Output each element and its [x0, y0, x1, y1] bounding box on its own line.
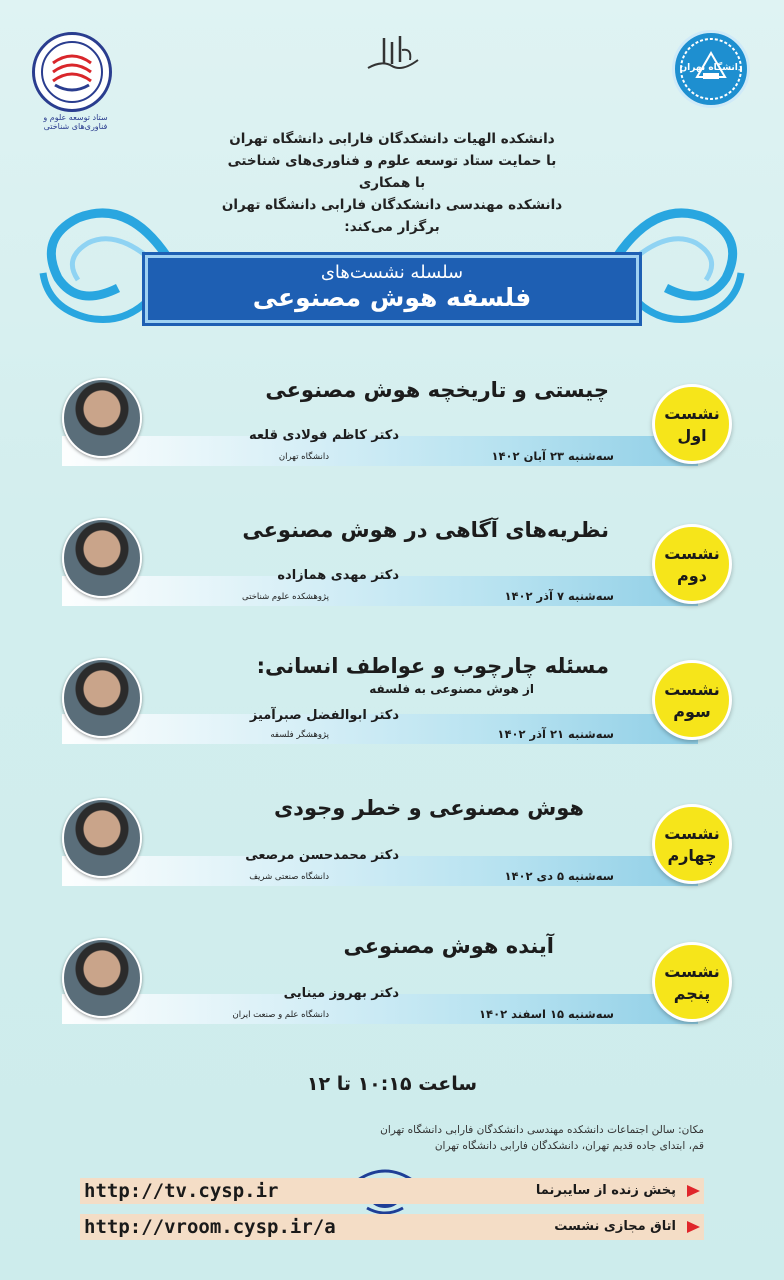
session-badge-top: نشست: [664, 824, 720, 843]
session-badge-bottom: چهارم: [667, 846, 717, 865]
session-badge: [652, 660, 732, 740]
live-stream-label: پخش زنده از سایبرنما: [535, 1183, 676, 1198]
cognitive-council-logo: [32, 32, 112, 112]
speaker-affiliation: دانشگاه علم و صنعت ایران: [232, 1010, 329, 1020]
virtual-room-link[interactable]: http://vroom.cysp.ir/a: [84, 1216, 336, 1238]
header-line: برگزار می‌کند:: [344, 219, 440, 235]
session-subtitle: از هوش مصنوعی به فلسفه: [369, 682, 534, 696]
session-title: چیستی و تاریخچه هوش مصنوعی: [265, 378, 609, 402]
speaker-name: دکتر ابوالفضل صبرآمیز: [249, 708, 399, 723]
speaker-name: دکتر کاظم فولادی قلعه: [248, 428, 399, 443]
session-badge-top: نشست: [664, 680, 720, 699]
speaker-affiliation: پژوهشگر فلسفه: [270, 730, 329, 740]
calligraphy-logo: [362, 30, 424, 76]
speaker-photo: [62, 518, 142, 598]
session-title: مسئله چارچوب و عواطف انسانی:: [256, 654, 609, 678]
logo-left-caption: ستاد توسعه علوم و فناوری‌های شناختی: [43, 113, 108, 131]
session-badge: [652, 942, 732, 1022]
virtual-room-row: [80, 1214, 704, 1240]
venue-line-1: مکان: سالن اجتماعات دانشکده مهندسی دانشکدگان فارابی دانشگاه تهران: [380, 1124, 704, 1136]
header-line: دانشکده مهندسی دانشکدگان فارابی دانشگاه تهران: [221, 197, 563, 213]
session-title: نظریه‌های آگاهی در هوش مصنوعی: [242, 518, 609, 542]
session-badge-bottom: پنجم: [673, 984, 711, 1003]
venue-line-2: قم، ابتدای جاده قدیم تهران، دانشکدگان فارابی دانشگاه تهران: [434, 1140, 704, 1152]
series-title: فلسفه هوش مصنوعی: [252, 283, 532, 312]
speaker-photo: [62, 938, 142, 1018]
arrow-icon: [687, 1221, 700, 1233]
session-title: آینده هوش مصنوعی: [343, 934, 554, 958]
speaker-photo: [62, 378, 142, 458]
session-date: سه‌شنبه ۱۵ اسفند ۱۴۰۲: [479, 1007, 614, 1021]
speaker-affiliation: پژوهشکده علوم شناختی: [242, 592, 329, 602]
session-badge-bottom: سوم: [673, 702, 711, 721]
university-of-tehran-logo: [672, 30, 750, 108]
session-time: ساعت ۱۰:۱۵ تا ۱۲: [306, 1073, 478, 1095]
series-subtitle: سلسله نشست‌های: [320, 262, 464, 283]
speaker-name: دکتر محمدحسن مرصعی: [245, 848, 399, 863]
speaker-affiliation: دانشگاه صنعتی شریف: [249, 872, 329, 882]
session-badge-bottom: اول: [677, 426, 707, 445]
live-stream-row: [80, 1178, 704, 1204]
session-date: سه‌شنبه ۵ دی ۱۴۰۲: [504, 869, 614, 883]
header-text: [120, 128, 664, 238]
header-line: دانشکده الهیات دانشکدگان فارابی دانشگاه تهران: [229, 131, 555, 147]
session-badge-top: نشست: [664, 544, 720, 563]
virtual-room-label: اتاق مجازی نشست: [554, 1219, 676, 1234]
session-badge-top: نشست: [664, 404, 720, 423]
speaker-name: دکتر مهدی همازاده: [277, 568, 399, 583]
speaker-photo: [62, 658, 142, 738]
speaker-affiliation: دانشگاه تهران: [278, 452, 329, 462]
session-badge-top: نشست: [664, 962, 720, 981]
session-date: سه‌شنبه ۷ آذر ۱۴۰۲: [504, 589, 614, 603]
arrow-icon: [687, 1185, 700, 1197]
logo-right-text: دانشگاه تهران: [679, 63, 743, 73]
session-badge-bottom: دوم: [677, 566, 707, 585]
series-title-box: [145, 255, 639, 323]
session-badge: [652, 384, 732, 464]
session-badge: [652, 524, 732, 604]
session-badge: [652, 804, 732, 884]
speaker-name: دکتر بهروز مینایی: [283, 986, 399, 1001]
speaker-photo: [62, 798, 142, 878]
session-title: هوش مصنوعی و خطر وجودی: [273, 796, 584, 820]
header-line: با حمایت ستاد توسعه علوم و فناوری‌های شناختی: [227, 153, 557, 169]
session-date: سه‌شنبه ۲۳ آبان ۱۴۰۲: [491, 449, 614, 463]
header-line: با همکاری: [358, 175, 426, 191]
session-date: سه‌شنبه ۲۱ آذر ۱۴۰۲: [497, 727, 614, 741]
live-stream-link[interactable]: http://tv.cysp.ir: [84, 1180, 279, 1202]
